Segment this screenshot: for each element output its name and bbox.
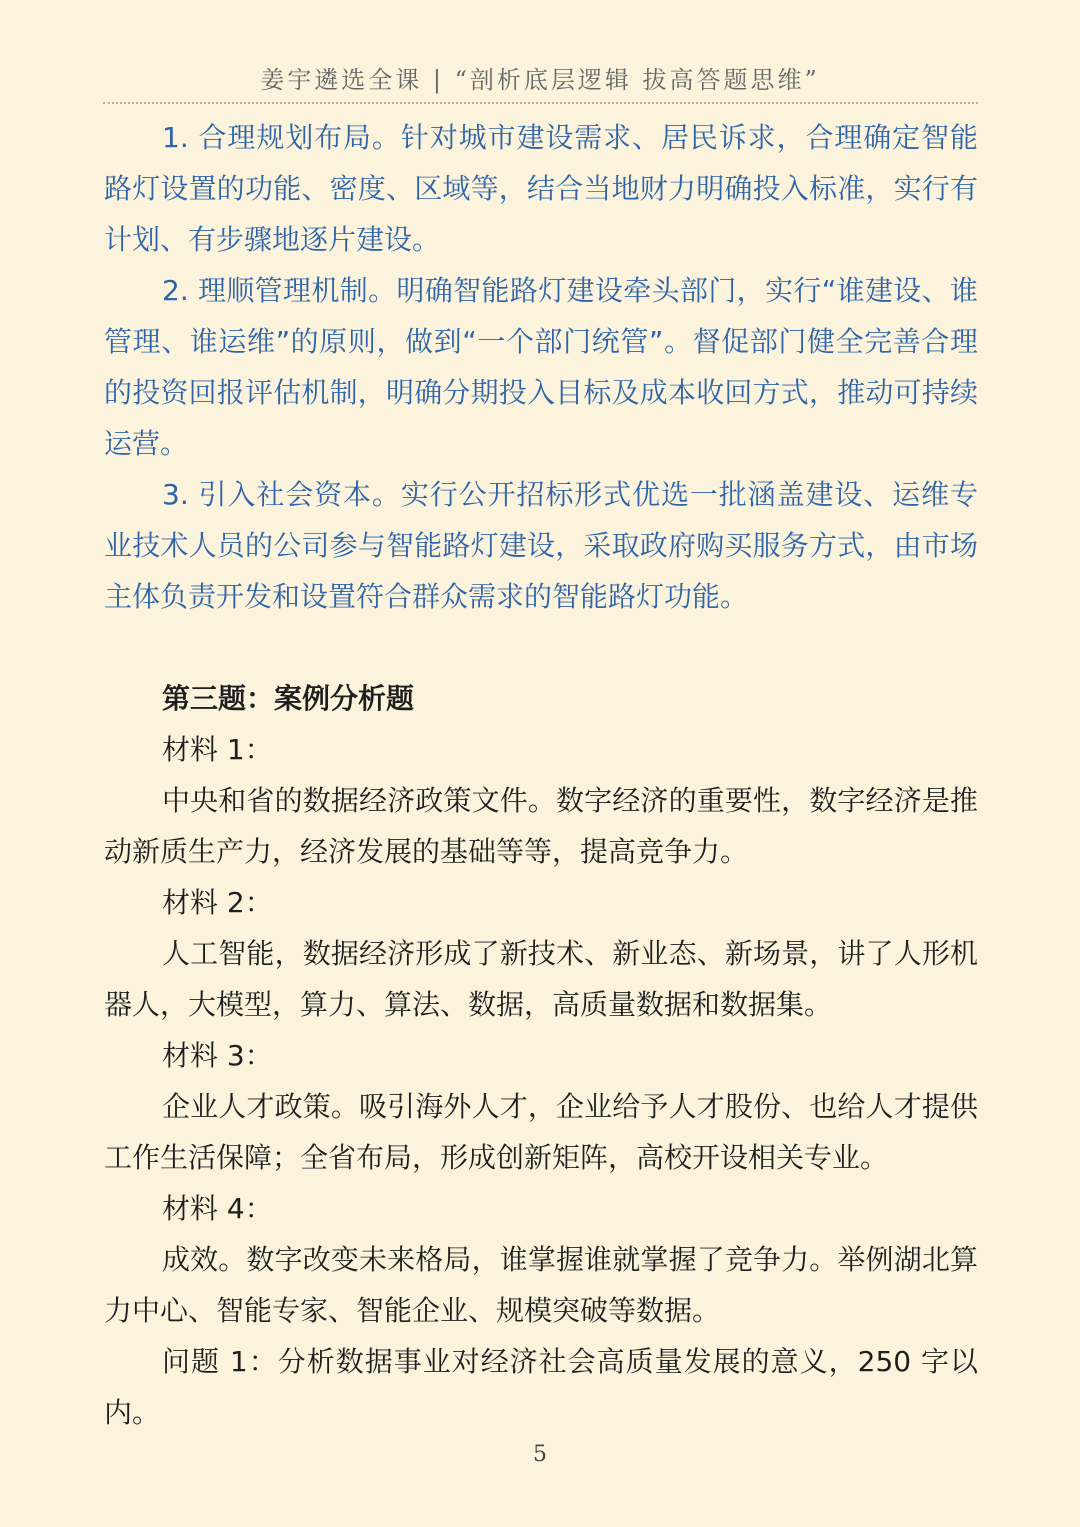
page-number: 5 [533, 1442, 547, 1467]
section-title: 第三题：案例分析题 [162, 682, 415, 715]
material-text-1: 中央和省的数据经济政策文件。数字经济的重要性，数字经济是推动新质生产力，经济发展的基础等等，提高竞争力。 [104, 784, 978, 868]
answer-point-3: 3. 引入社会资本。实行公开招标形式优选一批涵盖建设、运维专业技术人员的公司参与智能路灯建设，采取政府购买服务方式，由市场主体负责开发和设置符合群众需求的智能路灯功能。 [104, 478, 978, 613]
material-label-2: 材料 2： [162, 886, 273, 919]
section-spacer [104, 622, 978, 673]
material-text-4: 成效。数字改变未来格局，谁掌握谁就掌握了竞争力。举例湖北算力中心、智能专家、智能企业、规模突破等数据。 [104, 1243, 978, 1327]
material-label-1: 材料 1： [162, 733, 273, 766]
page-content [104, 112, 978, 1438]
answer-point-2: 2. 理顺管理机制。明确智能路灯建设牵头部门，实行“谁建设、谁管理、谁运维”的原则，做到“一个部门统管”。督促部门健全完善合理的投资回报评估机制，明确分期投入目标及成本收回方式，推动可持续运营。 [104, 274, 978, 460]
answer-point-1: 1. 合理规划布局。针对城市建设需求、居民诉求，合理确定智能路灯设置的功能、密度、区域等，结合当地财力明确投入标准，实行有计划、有步骤地逐片建设。 [104, 121, 978, 256]
material-label-3: 材料 3： [162, 1039, 273, 1072]
material-label-4: 材料 4： [162, 1192, 273, 1225]
header-divider [103, 102, 978, 104]
material-text-2: 人工智能，数据经济形成了新技术、新业态、新场景，讲了人形机器人，大模型，算力、算法、数据，高质量数据和数据集。 [104, 937, 978, 1021]
running-header: 姜宇遴选全课 | “剖析底层逻辑 拔高答题思维” [260, 66, 820, 94]
material-text-3: 企业人才政策。吸引海外人才，企业给予人才股份、也给人才提供工作生活保障；全省布局，形成创新矩阵，高校开设相关专业。 [104, 1090, 978, 1174]
question-1: 问题 1：分析数据事业对经济社会高质量发展的意义，250 字以内。 [104, 1345, 978, 1429]
